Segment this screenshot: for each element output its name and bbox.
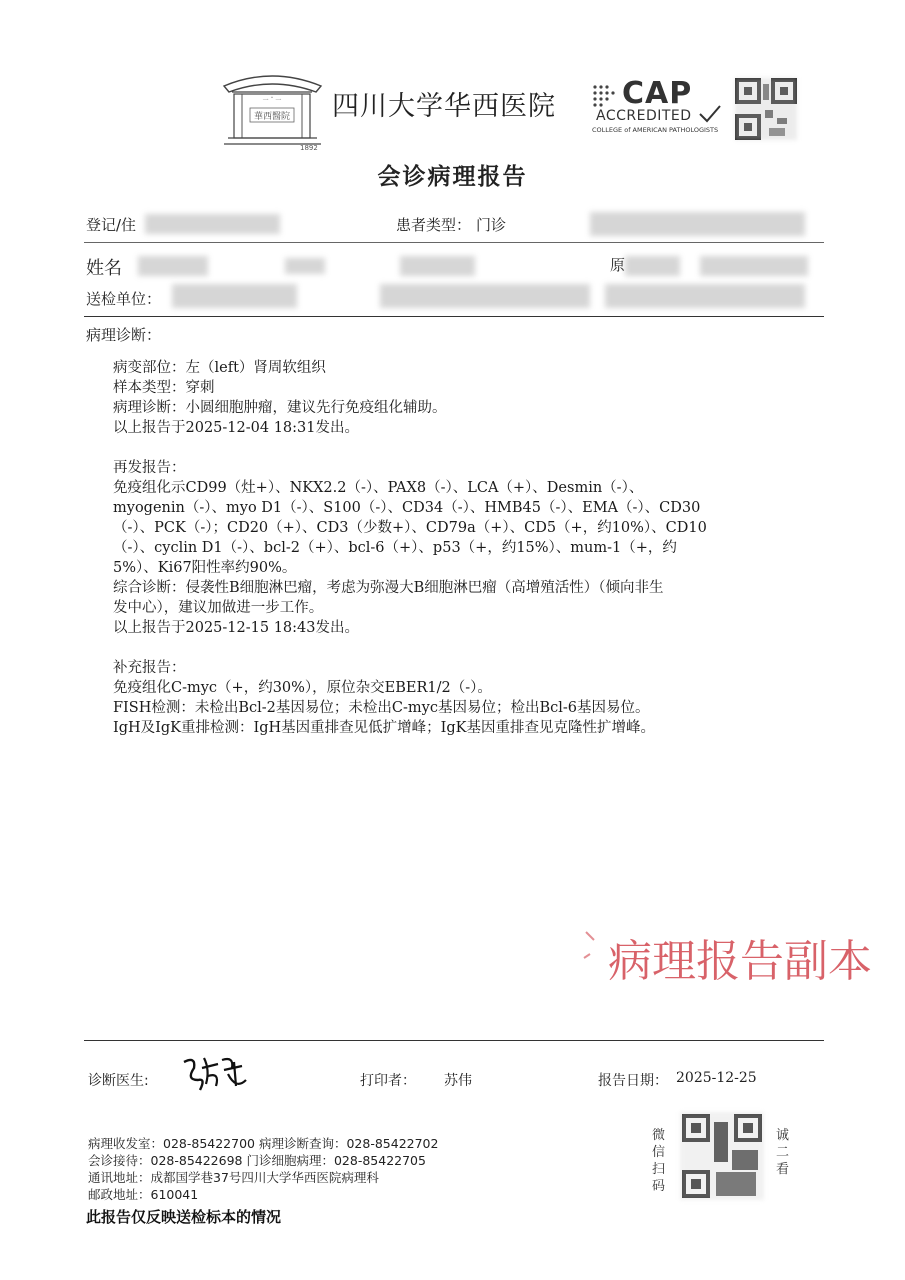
diagnosis-line: 样本类型：穿刺	[113, 380, 215, 396]
cap-accreditation-logo	[590, 76, 730, 140]
svg-text:1892: 1892	[300, 144, 318, 152]
supplement-report-line: 免疫组化C-myc（+，约30%），原位杂交EBER1/2（-）。	[113, 680, 492, 696]
diagnosis-line: 病理诊断：小圆细胞肿瘤，建议先行免疫组化辅助。	[113, 400, 447, 416]
repeat-report-line: 发中心），建议加做进一步工作。	[113, 600, 324, 616]
qr-code-top	[735, 78, 797, 140]
scan-label-char: 码	[652, 1179, 666, 1194]
supplement-report-line: IgH及IgK重排检测：IgH基因重排查见低扩增峰；IgK基因重排查见克隆性扩增峰。	[113, 720, 655, 736]
redacted-age	[400, 256, 475, 276]
scan-label-char: 扫	[652, 1162, 666, 1177]
hospital-short-label: 原	[610, 256, 626, 274]
checkmark-icon	[698, 104, 722, 124]
redacted-gender	[285, 258, 325, 274]
report-title: 会诊病理报告	[377, 164, 528, 190]
cap-college-text: COLLEGE of AMERICAN PATHOLOGISTS	[592, 126, 719, 134]
report-date-label: 报告日期：	[598, 1073, 668, 1089]
diagnosis-line: 病变部位：左（left）肾周软组织	[113, 360, 326, 376]
printer-label: 打印者：	[360, 1073, 416, 1089]
copy-stamp	[578, 918, 872, 998]
name-label: 姓名	[86, 258, 122, 279]
hospital-name: 四川大学华西医院	[332, 91, 556, 122]
repeat-report-line: 5%）、Ki67阳性率约90%。	[113, 560, 297, 576]
patient-type-value: 门诊	[476, 216, 507, 234]
repeat-report-line: （-）、cyclin D1（-）、bcl-2（+）、bcl-6（+）、p53（+，约15%）、mum-1（+，约	[113, 540, 677, 556]
stamp-text: 病理报告副本	[608, 936, 872, 987]
redacted-patient-extra	[590, 212, 805, 236]
repeat-report-line: 免疫组化示CD99（灶+）、NKX2.2（-）、PAX8（-）、LCA（+）、Desmin（-）、	[113, 480, 644, 496]
cap-accredited-text: ACCREDITED	[596, 108, 692, 124]
redacted-registration	[145, 214, 280, 234]
diagnosis-line: 以上报告于2025-12-04 18:31发出。	[113, 420, 359, 436]
footer-postal-line: 邮政地址：610041	[88, 1187, 199, 1202]
redacted-sender	[172, 284, 297, 308]
info-divider-2	[84, 316, 824, 317]
diagnosis-section-title: 病理诊断：	[86, 326, 162, 344]
registration-label: 登记/住	[86, 216, 137, 234]
cap-main-text: CAP	[622, 76, 693, 111]
footer-contact-line: 病理收发室：028-85422700 病理诊断查询：028-85422702	[88, 1136, 439, 1151]
disclaimer: 此报告仅反映送检标本的情况	[86, 1208, 282, 1226]
scan-label-char: 信	[652, 1145, 666, 1160]
redacted-original-id	[700, 256, 808, 276]
redacted-name	[138, 256, 208, 276]
footer-divider	[84, 1040, 824, 1041]
supplement-report-line: FISH检测：未检出Bcl-2基因易位；未检出C-myc基因易位；检出Bcl-6基因易位。	[113, 700, 650, 716]
hospital-logo	[220, 72, 325, 150]
repeat-report-line: myogenin（-）、myo D1（-）、S100（-）、CD34（-）、HMB45（-）、EMA（-）、CD30	[113, 500, 701, 516]
redacted-sender-extra	[605, 284, 805, 308]
redacted-sender-detail	[380, 284, 590, 308]
qr-code-bottom	[680, 1112, 764, 1200]
repeat-report-title: 再发报告：	[113, 460, 186, 476]
scan-label-right-char: 诚	[776, 1128, 790, 1143]
footer-contact-line: 会诊接待：028-85422698 门诊细胞病理：028-85422705	[88, 1153, 426, 1168]
doctor-signature	[176, 1050, 256, 1096]
scan-label-right-char: 看	[776, 1162, 790, 1177]
repeat-report-line: （-）、PCK（-）；CD20（+）、CD3（少数+）、CD79a（+）、CD5（+，约10%）、CD10	[113, 520, 707, 536]
sender-label: 送检单位：	[86, 290, 162, 308]
scan-label-right-char: 二	[776, 1145, 790, 1160]
repeat-report-line: 综合诊断：侵袭性B细胞淋巴瘤，考虑为弥漫大B细胞淋巴瘤（高增殖活性）（倾向非生	[113, 580, 664, 596]
printer-value: 苏伟	[444, 1073, 472, 1089]
scan-label-char: 微	[652, 1128, 666, 1143]
svg-text:華西醫院: 華西醫院	[253, 112, 291, 122]
supplement-report-title: 补充报告：	[113, 660, 186, 676]
report-date-value: 2025-12-25	[676, 1070, 757, 1086]
svg-text:一 ˇ 一: 一 ˇ 一	[262, 97, 282, 104]
doctor-label: 诊断医生:	[88, 1073, 149, 1089]
patient-type-label: 患者类型：	[396, 216, 472, 234]
info-divider-1	[84, 242, 824, 243]
repeat-report-line: 以上报告于2025-12-15 18:43发出。	[113, 620, 359, 636]
footer-address-line: 通讯地址：成都国学巷37号四川大学华西医院病理科	[88, 1170, 379, 1185]
redacted-original-no	[625, 256, 680, 276]
